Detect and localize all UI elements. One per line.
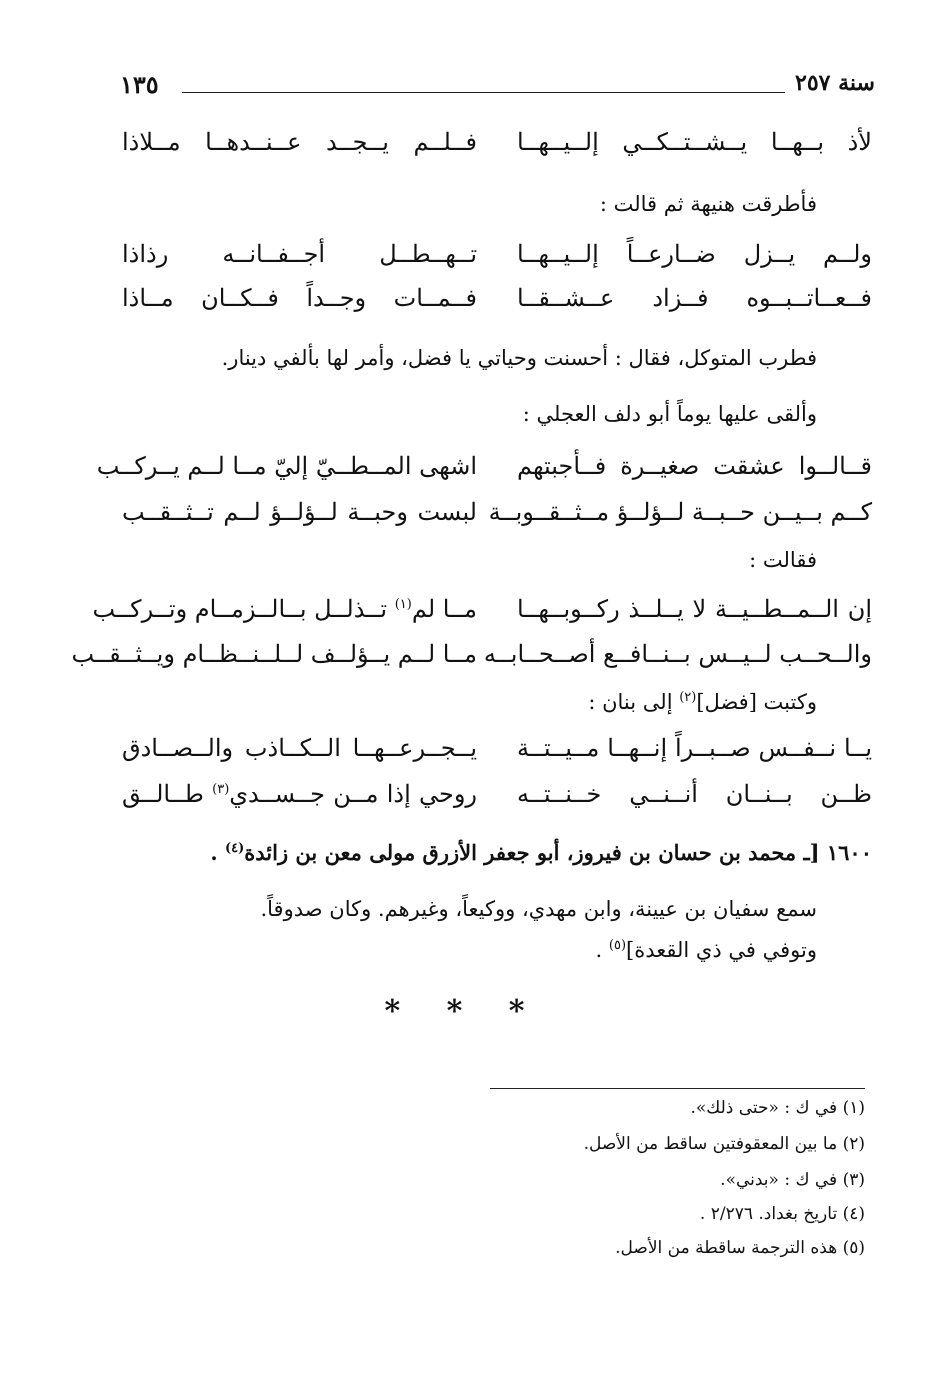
running-head-year: سنة ٢٥٧ (795, 70, 875, 96)
header-rule (182, 92, 785, 93)
verse-first-hemistich: ولــم يــزل ضــارعــاً إلــيــهــا (517, 240, 872, 268)
verse-second-hemistich: فــلــم يــجــد عــنــدهــا مــلاذا (122, 128, 477, 156)
verse-first-hemistich: إن الــمــطــيــة لا يــلــذ ركــوبــهــا (517, 595, 872, 623)
footnote: (٢) ما بين المعقوفتين ساقط من الأصل. (583, 1134, 865, 1154)
footnote: (٥) هذه الترجمة ساقطة من الأصل. (615, 1238, 865, 1258)
verse-first-hemistich: كــم بــيــن حــبــة لــؤلــؤ مــثــقــوبــة (488, 498, 872, 526)
verse-first-hemistich: والــحــب لــيــس بــنــافــع أصــحــابــه (483, 640, 872, 668)
biography-entry-heading: ١٦٠٠ [ـ محمد بن حسان بن فيروز، أبو جعفر الأزرق مولى معن بن زائدة$^{(٤)}$ . (210, 840, 872, 865)
narration-line: وكتبت [فضل]$^{(٢)}$ إلى بنان : (588, 690, 817, 714)
verse-line (122, 498, 872, 542)
verse-second-hemistich: روحي إذا مــن جــســدي$^{(٣)}$ طــالــق (122, 780, 477, 808)
narration-line: فأطرقت هنيهة ثم قالت : (599, 192, 817, 216)
verse-line (122, 128, 872, 172)
verse-second-hemistich: اشهى المــطــيّ إليّ مــا لــم يــركــب (96, 452, 477, 480)
narration-line: فقالت : (749, 548, 817, 572)
biography-text: وتوفي في ذي القعدة]$^{(٥)}$ . (595, 938, 817, 962)
entry-number: ١٦٠٠ (826, 840, 872, 865)
footnote: (٤) تاريخ بغداد. ٢/٢٧٦ . (699, 1204, 865, 1224)
verse-line (122, 240, 872, 284)
verse-second-hemistich: فــمــات وجــداً فــكــان مــاذا (122, 284, 477, 312)
verse-first-hemistich: لأذ بــهــا يــشــتــكــي إلــيــهــا (517, 128, 872, 156)
footnote-rule (490, 1088, 865, 1089)
verse-second-hemistich: مــا لم$^{(١)}$ تــذلــل بــالــزمــام وتــركــب (92, 595, 477, 623)
verse-second-hemistich: تــهــطــل أجــفــانــه رذاذا (122, 240, 477, 268)
page-number: ١٣٥ (120, 70, 159, 99)
verse-second-hemistich: مــا لــم يــؤلــف لــلــنــظــام ويــثــقــب (71, 640, 477, 668)
page-header (120, 70, 875, 110)
footnote: (٣) في ك : «بدني». (720, 1170, 865, 1190)
verse-first-hemistich: يــا نــفــس صــبــراً إنــهــا مــيــتــة (517, 734, 872, 762)
verse-line (96, 452, 872, 496)
section-divider-stars: * * * (384, 994, 543, 1029)
footnote-ref: (١) (394, 597, 412, 612)
footnote-ref: (٥) (608, 938, 627, 953)
footnote-ref: (٣) (212, 782, 230, 797)
verse-second-hemistich: يــجــرعــهــا الــكــاذب والــصــادق (122, 734, 477, 762)
narration-line: وألقى عليها يوماً أبو دلف العجلي : (522, 402, 817, 426)
verse-line (122, 734, 872, 778)
verse-line (122, 780, 872, 824)
verse-line (71, 640, 872, 684)
verse-line (92, 595, 872, 639)
verse-second-hemistich: لبست وحبــة لــؤلــؤ لــم تــثــقــب (122, 498, 477, 526)
biography-text: سمع سفيان بن عيينة، وابن مهدي، ووكيعاً، وغيرهم. وكان صدوقاً. (260, 897, 817, 921)
footnote-ref: (٢) (679, 690, 697, 705)
verse-line (122, 284, 872, 328)
verse-first-hemistich: فــعــاتــبــوه فــزاد عــشــقــا (517, 284, 872, 312)
footnote-ref: (٤) (224, 841, 245, 856)
narration-line: فطرب المتوكل، فقال : أحسنت وحياتي يا فضل، وأمر لها بألفي دينار. (221, 346, 817, 370)
verse-first-hemistich: ظــن بــنــان أنــنــي خــنــتــه (517, 780, 872, 808)
footnote: (١) في ك : «حتى ذلك». (690, 1098, 865, 1118)
verse-first-hemistich: قــالــوا عشقت صغيــرة فــأجبتهم (517, 452, 872, 480)
